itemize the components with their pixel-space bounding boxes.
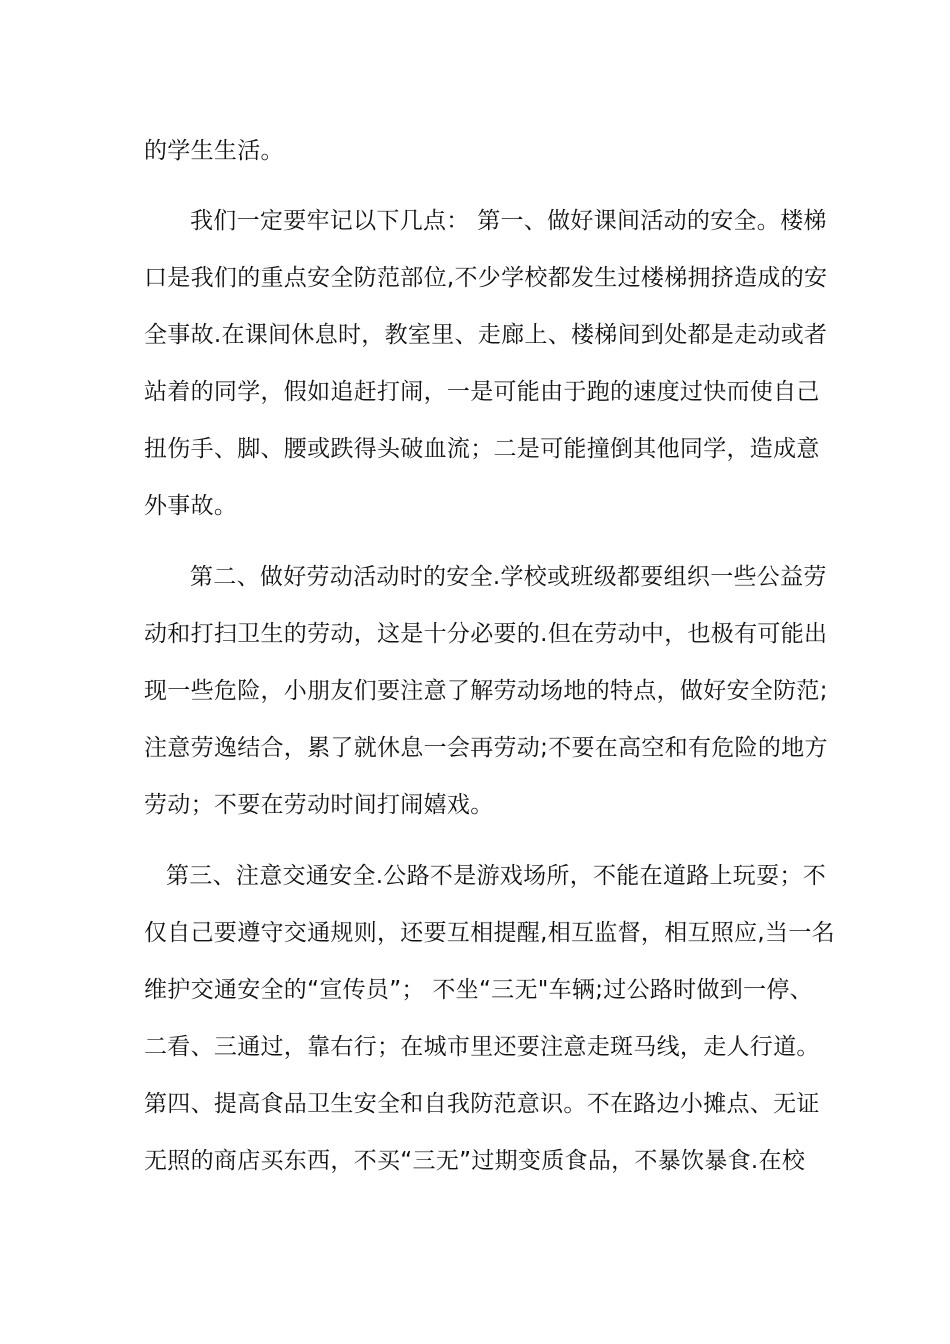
text-line: 无照的商店买东西，不买“三无”过期变质食品，不暴饮暴食.在校 bbox=[144, 1148, 806, 1174]
text-line: 仅自己要遵守交通规则，还要互相提醒,相互监督，相互照应,当一名 bbox=[144, 920, 835, 946]
text-line: 第二、做好劳动活动时的安全.学校或班级都要组织一些公益劳 bbox=[190, 564, 827, 590]
text-line: 第四、提高食品卫生安全和自我防范意识。不在路边小摊点、无证 bbox=[144, 1091, 820, 1117]
text-line: 外事故。 bbox=[144, 493, 238, 519]
text-line: 口是我们的重点安全防范部位,不少学校都发生过楼梯拥挤造成的安 bbox=[144, 265, 828, 291]
text-line: 站着的同学，假如追赶打闹，一是可能由于跑的速度过快而使自己 bbox=[144, 379, 820, 405]
text-line: 第三、注意交通安全.公路不是游戏场所，不能在道路上玩耍；不 bbox=[166, 863, 827, 889]
text-line: 注意劳逸结合，累了就休息一会再劳动;不要在高空和有危险的地方 bbox=[144, 735, 828, 761]
text-line: 的学生生活。 bbox=[144, 138, 284, 164]
text-line: 二看、三通过，靠右行；在城市里还要注意走斑马线，走人行道。 bbox=[144, 1034, 820, 1060]
text-line: 我们一定要牢记以下几点： 第一、做好课间活动的安全。楼梯 bbox=[190, 208, 827, 234]
text-line: 扭伤手、脚、腰或跌得头破血流；二是可能撞倒其他同学，造成意 bbox=[144, 436, 820, 462]
text-line: 劳动；不要在劳动时间打闹嬉戏。 bbox=[144, 792, 494, 818]
text-line: 维护交通安全的“宣传员”； 不坐“三无"车辆;过公路时做到一停、 bbox=[144, 977, 813, 1003]
text-line: 现一些危险，小朋友们要注意了解劳动场地的特点，做好安全防范; bbox=[144, 678, 828, 704]
text-line: 全事故.在课间休息时，教室里、走廊上、楼梯间到处都是走动或者 bbox=[144, 322, 828, 348]
text-line: 动和打扫卫生的劳动，这是十分必要的.但在劳动中，也极有可能出 bbox=[144, 621, 828, 647]
